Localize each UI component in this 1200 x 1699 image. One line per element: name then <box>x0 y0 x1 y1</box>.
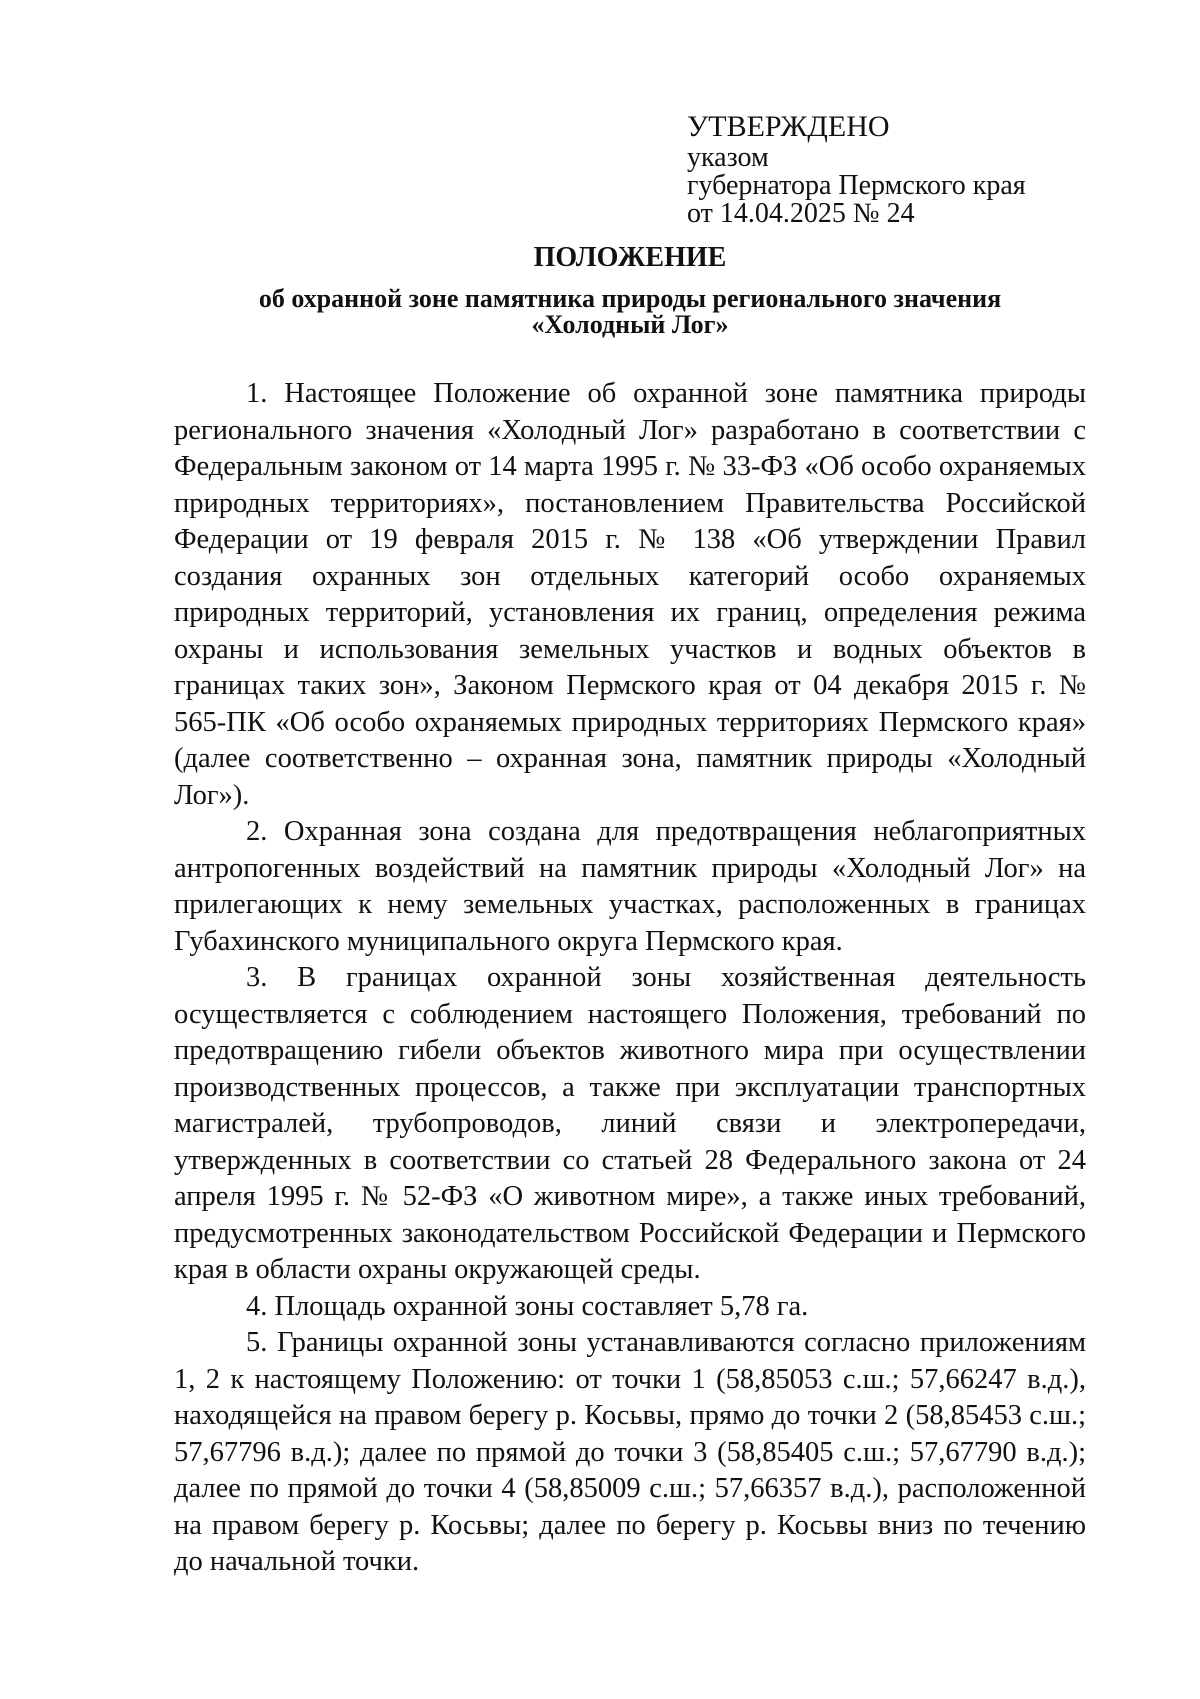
document-subtitle <box>0 286 1200 338</box>
paragraph-2: 2. Охранная зона создана для предотвращения неблагоприятных антропогенных воздействий на памятник природы «Холодный Лог» на прилегающих к нему земельных участках, расположенных в границах Губахинского муниципального округа Пермского края. <box>174 816 1086 957</box>
approval-line-decree: указом <box>687 142 769 173</box>
approval-heading: УТВЕРЖДЕНО <box>687 110 890 143</box>
approval-line-governor: губернатора Пермского края <box>687 170 1026 201</box>
paragraph-1: 1. Настоящее Положение об охранной зоне памятника природы регионального значения «Холодный Лог» разработано в соответствии с Федеральным законом от 14 марта 1995 г. № 33-ФЗ «Об особо охраняемых природных территориях», постановлением Правительства Российской Федерации от 19 февраля 2015 г. № 138 «Об утверждении Правил создания охранных зон отдельных категорий особо охраняемых природных территорий, установления их границ, определения режима охраны и использования земельных участков и водных объектов в границах таких зон», Законом Пермского края от 04 декабря 2015 г. № 565-ПК «Об особо охраняемых природных территориях Пермского края» (далее соответственно – охранная зона, памятник природы «Холодный Лог»). <box>174 378 1086 811</box>
document-body <box>174 376 1086 1581</box>
subtitle-line-2: «Холодный Лог» <box>531 310 729 339</box>
subtitle-line-1: об охранной зоне памятника природы регионального значения <box>258 284 1002 313</box>
approval-stamp <box>687 112 1026 228</box>
paragraph-5: 5. Границы охранной зоны устанавливаются согласно приложениям 1, 2 к настоящему Положению: от точки 1 (58,85053 с.ш.; 57,66247 в.д.), находящейся на правом берегу р. Косьвы, прямо до точки 2 (58,85453 с.ш.; 57,67796 в.д.); далее по прямой до точки 3 (58,85405 с.ш.; 57,67790 в.д.); далее по прямой до точки 4 (58,85009 с.ш.; 57,66357 в.д.), расположенной на правом берегу р. Косьвы; далее по берегу р. Косьвы вниз по течению до начальной точки. <box>174 1327 1086 1577</box>
paragraph-3: 3. В границах охранной зоны хозяйственная деятельность осуществляется с соблюдением настоящего Положения, требований по предотвращению гибели объектов животного мира при осуществлении производственных процессов, а также при эксплуатации транспортных магистралей, трубопроводов, линий связи и электропередачи, утвержденных в соответствии со статьей 28 Федерального закона от 24 апреля 1995 г. № 52-ФЗ «О животном мире», а также иных требований, предусмотренных законодательством Российской Федерации и Пермского края в области охраны окружающей среды. <box>174 962 1086 1285</box>
document-title: ПОЛОЖЕНИЕ <box>533 242 727 273</box>
paragraph-4: 4. Площадь охранной зоны составляет 5,78 га. <box>246 1290 809 1322</box>
approval-line-date: от 14.04.2025 № 24 <box>687 198 915 229</box>
